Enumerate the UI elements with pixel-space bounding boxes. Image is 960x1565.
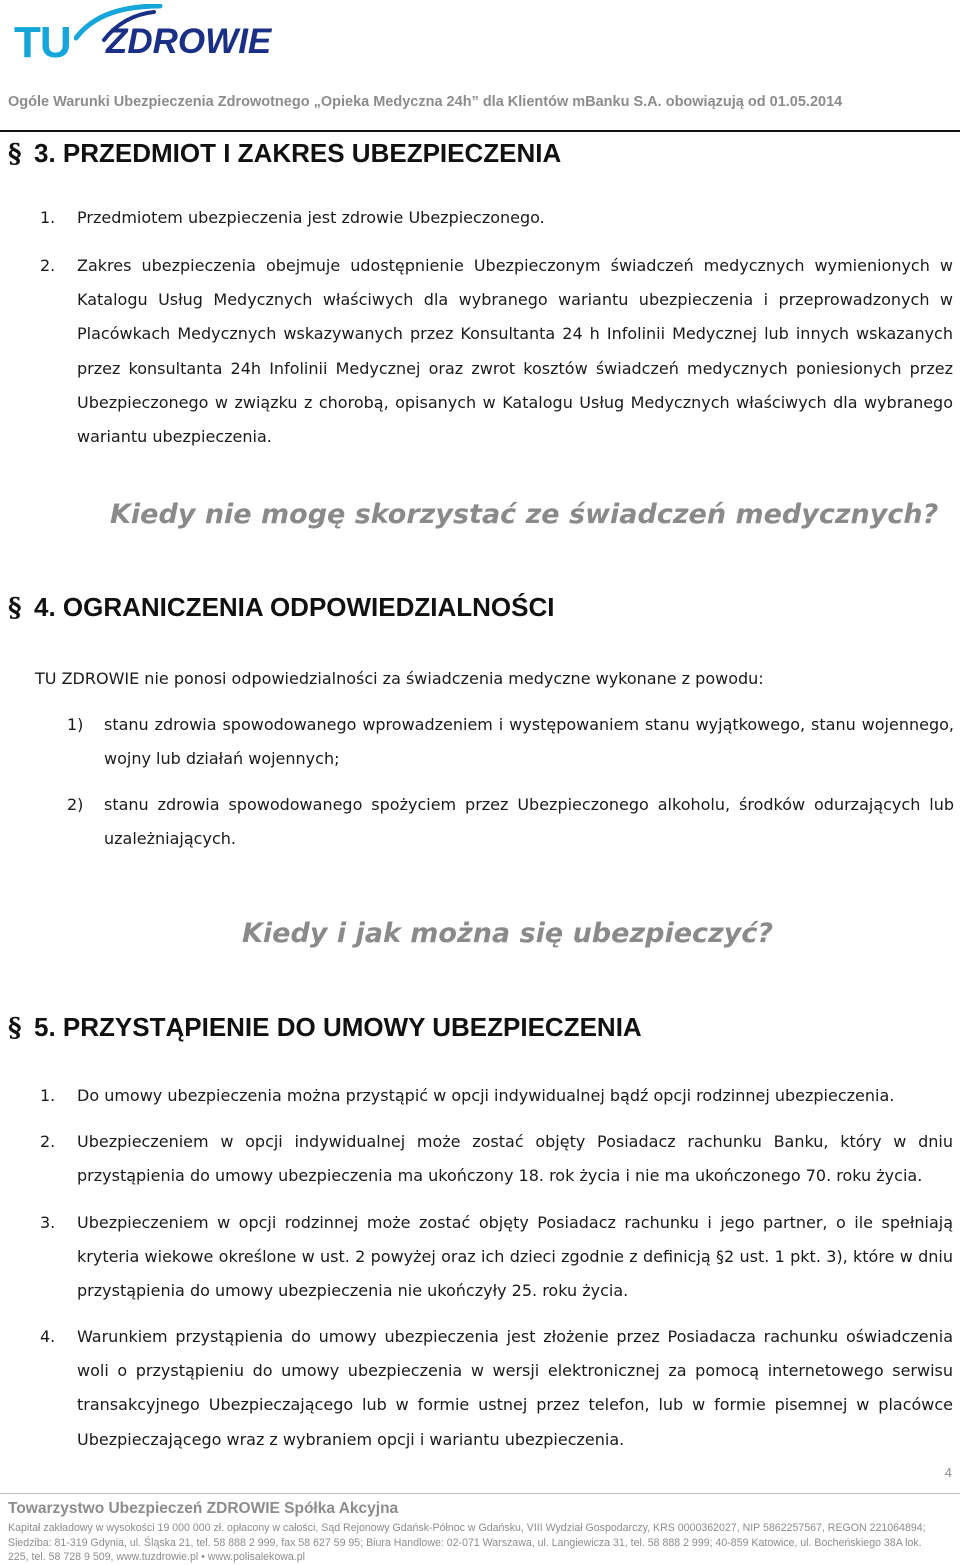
section-4-heading [8,592,555,623]
list-item: Do umowy ubezpieczenia można przystąpić w opcji indywidualnej bądź opcji rodzinnej ubezpieczenia. [77,1086,895,1105]
list-item: stanu zdrowia spowodowanego wprowadzeniem i występowaniem stanu wyjątkowego, stanu wojennego, wojny lub działań wojennych; [104,715,954,769]
paragraph-symbol: § [8,1013,22,1043]
list-item: Zakres ubezpieczenia obejmuje udostępnienie Ubezpieczonym świadczeń medycznych wymienionych w Katalogu Usług Medycznych właściwych dla wybranego wariantu ubezpieczenia i przeprowadzonych w Placówkach Medycznych wskazywanych przez Konsultanta 24 h Infolinii Medycznej lub innych wskazanych przez konsultanta 24h Infolinii Medycznej oraz zwrot kosztów świadczeń medycznych poniesionych przez Ubezpieczonego w związku z chorobą, opisanych w Katalogu Usług Medycznych właściwych dla wybranego wariantu ubezpieczenia. [77,256,953,447]
logo-text-zdrowie: ZDROWIE [106,22,272,61]
question-heading: Kiedy nie mogę skorzystać ze świadczeń medycznych? [110,499,939,530]
company-logo [14,4,304,67]
section-4-intro: TU ZDROWIE nie ponosi odpowiedzialności za świadczenia medyczne wykonane z powodu: [35,669,764,688]
list-number: 1) [67,715,84,734]
footer-line-3: 225, tel. 58 728 9 509, www.tuzdrowie.pl • www.polisalekowa.pl [8,1551,305,1563]
section-5-heading [8,1012,642,1043]
list-number: 2. [40,256,56,275]
list-item: Warunkiem przystąpienia do umowy ubezpieczenia jest złożenie przez Posiadacza rachunku oświadczenia woli o przystąpieniu do umowy ubezpieczenia w wersji elektronicznej za pomocą internetowego serwisu transakcyjnego Ubezpieczającego lub w formie ustnej przez telefon, lub w formie pisemnej w placówce Ubezpieczającego wraz z wybraniem opcji i wariantu ubezpieczenia. [77,1327,953,1449]
logo-text-tu: TU [14,18,71,67]
section-3-title: 3. PRZEDMIOT I ZAKRES UBEZPIECZENIA [34,138,562,168]
section-3-heading [8,138,561,169]
list-number: 1. [40,1086,56,1105]
list-item: Przedmiotem ubezpieczenia jest zdrowie Ubezpieczonego. [77,208,545,227]
section-5-title: 5. PRZYSTĄPIENIE DO UMOWY UBEZPIECZENIA [34,1012,642,1042]
paragraph-symbol: § [8,139,22,169]
list-number: 3. [40,1213,56,1232]
list-number: 1. [40,208,56,227]
paragraph-symbol: § [8,593,22,623]
footer-company-name: Towarzystwo Ubezpieczeń ZDROWIE Spółka Akcyjna [8,1500,399,1517]
document-header: Ogóle Warunki Ubezpieczenia Zdrowotnego „Opieka Medyczna 24h” dla Klientów mBanku S.A. obowiązują od 01.05.2014 [8,94,843,110]
list-number: 4. [40,1327,56,1346]
section-4-title: 4. OGRANICZENIA ODPOWIEDZIALNOŚCI [34,592,555,622]
footer-line-2: Siedziba: 81-319 Gdynia, ul. Śląska 21, tel. 58 888 2 999, fax 58 627 59 95; Biura Handlowe: 02-071 Warszawa, ul. Langiewicza 31, tel. 58 888 2 999; 40-859 Katowice, ul. Bocheńskiego 38A lok. [8,1537,922,1549]
question-heading: Kiedy i jak można się ubezpieczyć? [242,918,774,949]
list-item: stanu zdrowia spowodowanego spożyciem przez Ubezpieczonego alkoholu, środków odurzających lub uzależniających. [104,795,954,849]
footer-line-1: Kapitał zakładowy w wysokości 19 000 000 zł. opłacony w całości, Sąd Rejonowy Gdańsk-Północ w Gdańsku, VIII Wydział Gospodarczy, KRS 0000362027, NIP 5862257567, REGON 221064894; [8,1522,926,1534]
list-item: Ubezpieczeniem w opcji rodzinnej może zostać objęty Posiadacz rachunku i jego partner, o ile spełniają kryteria wiekowe określone w ust. 2 powyżej oraz ich dzieci zgodnie z definicją §2 ust. 1 pkt. 3), które w dniu przystąpienia do umowy ubezpieczenia nie ukończyły 25. roku życia. [77,1213,953,1301]
list-number: 2) [67,795,84,814]
list-item: Ubezpieczeniem w opcji indywidualnej może zostać objęty Posiadacz rachunku Banku, który w dniu przystąpienia do umowy ubezpieczenia ma ukończony 18. rok życia i nie ma ukończonego 70. roku życia. [77,1132,953,1186]
page-number: 4 [944,1465,952,1480]
list-number: 2. [40,1132,56,1151]
footer-rule [0,1493,960,1494]
header-rule [0,130,960,132]
